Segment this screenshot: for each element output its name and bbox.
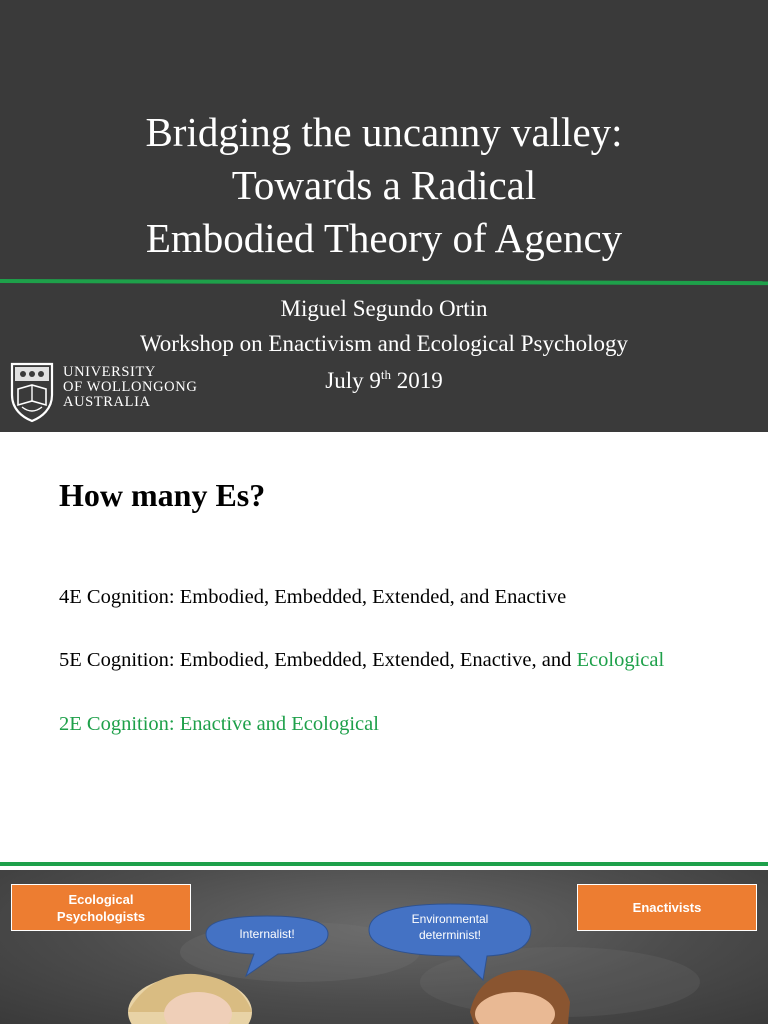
title-line-2: Towards a Radical [231, 162, 537, 208]
logo-wordmark [63, 365, 197, 410]
title-line-3: Embodied Theory of Agency [145, 215, 623, 261]
content-slide [0, 432, 768, 862]
shield-crest-icon [9, 361, 55, 423]
internalist-speech-bubble [198, 914, 336, 984]
logo-line-3: AUSTRALIA [63, 394, 151, 410]
bubble-right-line-2: determinist! [418, 928, 482, 942]
ecological-psychologists-box [11, 884, 191, 931]
title-line-1: Bridging the uncanny valley: [145, 109, 623, 155]
enactivists-box: Enactivists [577, 884, 757, 931]
bubble-left-text: Internalist! [239, 927, 295, 941]
title-slide [0, 0, 768, 432]
four-e-line: 4E Cognition: Embodied, Embedded, Extended, and Enactive [59, 586, 567, 608]
bubble-right-line-1: Environmental [411, 912, 489, 926]
five-e-text: 5E Cognition: Embodied, Embedded, Extended, Enactive, and [59, 649, 577, 671]
date-prefix: July 9 [325, 368, 381, 393]
university-logo [9, 361, 199, 423]
box-left-line-2: Psychologists [56, 908, 146, 924]
logo-line-1: UNIVERSITY [63, 364, 156, 380]
presentation-title [0, 106, 768, 265]
slide-heading: How many Es? [59, 477, 266, 513]
date-suffix: 2019 [390, 368, 443, 393]
author-name: Miguel Segundo Ortin [280, 296, 488, 321]
bubble-right-text [367, 911, 533, 943]
date-superscript: th [380, 367, 391, 382]
five-e-line [59, 649, 664, 672]
two-e-line: 2E Cognition: Enactive and Ecological [59, 713, 379, 735]
illustration-slide [0, 862, 768, 1024]
five-e-highlight: Ecological [576, 649, 665, 671]
event-name: Workshop on Enactivism and Ecological Psychology [139, 331, 629, 356]
logo-line-2: OF WOLLONGONG [63, 379, 198, 395]
green-divider [0, 279, 768, 285]
environmental-determinist-speech-bubble [367, 902, 533, 982]
speech-bubble-shape [198, 914, 336, 984]
box-left-line-1: Ecological [68, 891, 134, 907]
